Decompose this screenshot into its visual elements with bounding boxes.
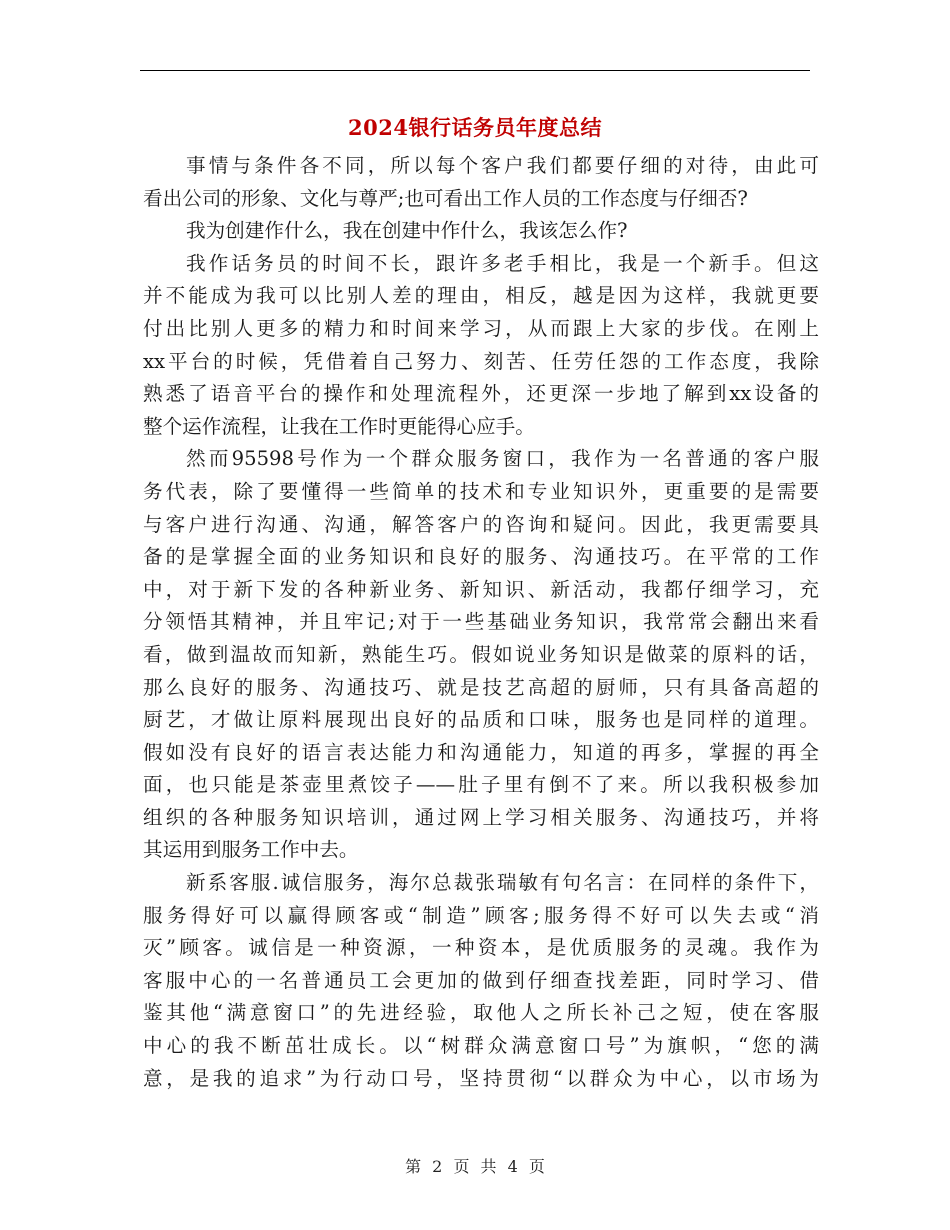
text-line: 务代表，除了要懂得一些简单的技术和专业知识外，更重要的是需要 <box>143 479 819 503</box>
text-line: 然而95598号作为一个群众服务窗口，我作为一名普通的客户服 <box>186 447 819 471</box>
text-line: 灭”顾客。诚信是一种资源，一种资本，是优质服务的灵魂。我作为 <box>143 936 819 960</box>
text-line: 中心的我不断茁壮成长。以“树群众满意窗口号”为旗帜，“您的满 <box>143 1034 819 1058</box>
text-line: 我作话务员的时间不长，跟许多老手相比，我是一个新手。但这 <box>186 251 819 275</box>
text-line: 假如没有良好的语言表达能力和沟通能力，知道的再多，掌握的再全 <box>143 740 819 764</box>
text-line: 意，是我的追求”为行动口号，坚持贯彻“以群众为中心，以市场为 <box>143 1066 819 1090</box>
text-line: 备的是掌握全面的业务知识和良好的服务、沟通技巧。在平常的工作 <box>143 545 819 569</box>
paragraph <box>143 150 819 215</box>
text-line: 事情与条件各不同，所以每个客户我们都要仔细的对待，由此可 <box>186 154 819 177</box>
text-line: 看，做到温故而知新，熟能生巧。假如说业务知识是做菜的原料的话， <box>143 642 819 666</box>
paragraph <box>143 867 819 1095</box>
document-title: 2024银行话务员年度总结 <box>348 115 602 140</box>
text-line: 那么良好的服务、沟通技巧、就是技艺高超的厨师，只有具备高超的 <box>143 675 819 699</box>
page-footer: 第 2 页 共 4 页 <box>405 1157 545 1176</box>
text-line: 分领悟其精神，并且牢记;对于一些基础业务知识，我常常会翻出来看 <box>143 610 819 634</box>
text-line: 面，也只能是茶壶里煮饺子——肚子里有倒不了来。所以我积极参加 <box>143 773 819 797</box>
text-line: 服务得好可以赢得顾客或“制造”顾客;服务得不好可以失去或“消 <box>143 903 819 927</box>
text-line: 整个运作流程，让我在工作时更能得心应手。 <box>143 414 535 438</box>
text-line: 付出比别人更多的精力和时间来学习，从而跟上大家的步伐。在刚上 <box>143 316 819 340</box>
text-line: 我为创建作什么，我在创建中作什么，我该怎么作? <box>186 219 628 243</box>
text-line: 中，对于新下发的各种新业务、新知识、新活动，我都仔细学习，充 <box>143 577 819 601</box>
text-line: 熟悉了语音平台的操作和处理流程外，还更深一步地了解到xx设备的 <box>143 382 819 406</box>
text-line: 客服中心的一名普通员工会更加的做到仔细查找差距，同时学习、借 <box>143 968 819 992</box>
text-line: 厨艺，才做让原料展现出良好的品质和口味，服务也是同样的道理。 <box>143 708 819 732</box>
text-line: 组织的各种服务知识培训，通过网上学习相关服务、沟通技巧，并将 <box>143 805 819 829</box>
text-line: 鉴其他“满意窗口”的先进经验，取他人之所长补己之短，使在客服 <box>143 1001 819 1025</box>
text-line: 看出公司的形象、文化与尊严;也可看出工作人员的工作态度与仔细否? <box>143 186 748 210</box>
paragraph <box>143 443 819 867</box>
paragraph <box>143 215 819 248</box>
document-body <box>143 150 819 1095</box>
text-line: 新系客服.诚信服务，海尔总裁张瑞敏有句名言：在同样的条件下， <box>186 871 819 895</box>
text-line: 并不能成为我可以比别人差的理由，相反，越是因为这样，我就更要 <box>143 284 819 308</box>
text-line: 其运用到服务工作中去。 <box>143 838 359 862</box>
text-line: 与客户进行沟通、沟通，解答客户的咨询和疑问。因此，我更需要具 <box>143 512 819 536</box>
paragraph <box>143 248 819 444</box>
text-line: xx平台的时候，凭借着自己努力、刻苦、任劳任怨的工作态度，我除 <box>143 349 819 373</box>
header-rule <box>140 70 810 71</box>
